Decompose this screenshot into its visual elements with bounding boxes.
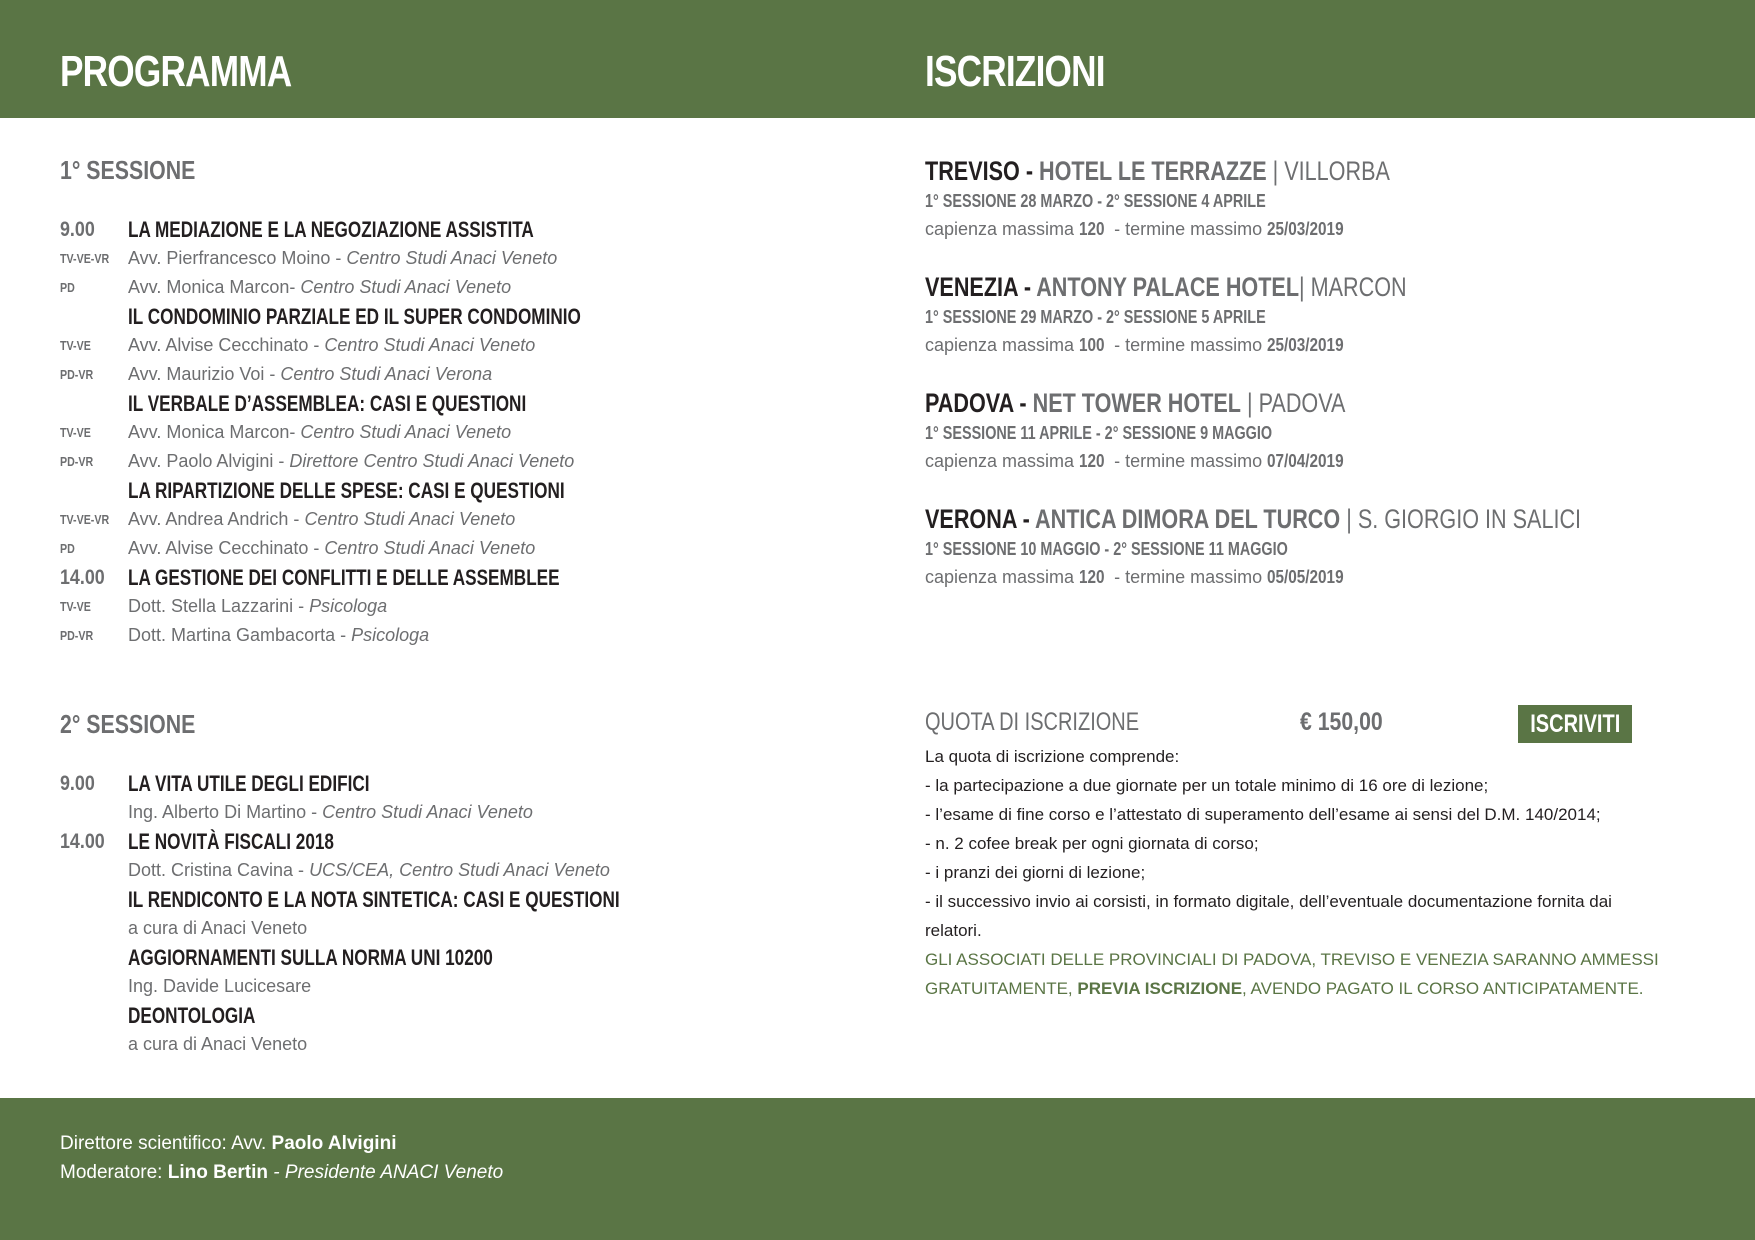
speaker-name: Dott. Stella Lazzarini - [128, 596, 310, 616]
director-line: Direttore scientifico: Avv. Paolo Alvigini [60, 1133, 397, 1154]
speaker [128, 505, 515, 534]
speaker-name: Dott. Cristina Cavina - [128, 860, 310, 880]
talk-title: IL RENDICONTO E LA NOTA SINTETICA: CASI E QUESTIONI [128, 887, 620, 912]
speaker-role: Centro Studi Anaci Veneto [322, 802, 533, 822]
location-code: TV-VE-VR [60, 512, 110, 527]
session-time: 9.00 [60, 772, 95, 795]
capacity-label: capienza massima [925, 335, 1080, 355]
talk-title: IL CONDOMINIO PARZIALE ED IL SUPER CONDOMINIO [128, 304, 581, 329]
deadline-value: 25/03/2019 [1267, 219, 1344, 239]
iscrizioni-title: ISCRIZIONI [925, 47, 1105, 96]
venue-sessions: 1° SESSIONE 29 MARZO - 2° SESSIONE 5 APRILE [925, 307, 1266, 327]
speaker [128, 331, 535, 360]
speaker-name: Avv. Monica Marcon- [128, 422, 301, 442]
location-code: PD-VR [60, 628, 94, 643]
quota-item: - n. 2 cofee break per ogni giornata di corso; [925, 834, 1259, 853]
speaker-name: a cura di Anaci Veneto [128, 918, 308, 938]
deadline-value: 25/03/2019 [1267, 335, 1344, 355]
venue-city: TREVISO - [925, 156, 1040, 186]
venue-block [925, 154, 1506, 244]
venue-heading [925, 270, 1407, 304]
venue-block [925, 502, 1745, 592]
speaker [128, 244, 557, 273]
venue-capacity [925, 562, 1745, 592]
location-code: TV-VE [60, 425, 91, 440]
venue-city: VENEZIA - [925, 272, 1037, 302]
venue-hotel: NET TOWER HOTEL [1032, 388, 1241, 418]
speaker [128, 972, 311, 1001]
associates-note-line1: GLI ASSOCIATI DELLE PROVINCIALI DI PADOVA, TREVISO E VENEZIA SARANNO AMMESSI [925, 950, 1659, 969]
moderator-line: Moderatore: Lino Bertin - Presidente ANACI Veneto [60, 1162, 504, 1183]
deadline-label: - termine massimo [1109, 335, 1268, 355]
deadline-label: - termine massimo [1109, 451, 1268, 471]
quota-item: - l’esame di fine corso e l’attestato di superamento dell’esame ai sensi del D.M. 140/2014; [925, 805, 1601, 824]
capacity-value: 100 [1079, 335, 1105, 355]
venue-block [925, 270, 1527, 360]
quota-price: € 150,00 [1300, 708, 1383, 736]
iscriviti-button-label: ISCRIVITI [1529, 710, 1620, 738]
quota-label: QUOTA DI ISCRIZIONE [925, 708, 1140, 736]
venue-sessions: 1° SESSIONE 28 MARZO - 2° SESSIONE 4 APRILE [925, 191, 1266, 211]
quota-item: - il successivo invio ai corsisti, in formato digitale, dell’eventuale documentazione fornita dai relatori. [925, 892, 1612, 940]
talk-title: LA RIPARTIZIONE DELLE SPESE: CASI E QUESTIONI [128, 478, 565, 503]
location-code: TV-VE [60, 599, 91, 614]
speaker-role: Centro Studi Anaci Verona [280, 364, 493, 384]
talk-title: LA GESTIONE DEI CONFLITTI E DELLE ASSEMBLEE [128, 565, 560, 590]
venue-city: VERONA - [925, 504, 1036, 534]
deadline-label: - termine massimo [1109, 567, 1268, 587]
previa-iscrizione: PREVIA ISCRIZIONE [1077, 979, 1243, 998]
venue-block [925, 386, 1451, 476]
speaker-role: Centro Studi Anaci Veneto [304, 509, 516, 529]
speaker-name: Avv. Maurizio Voi - [128, 364, 281, 384]
speaker [128, 856, 610, 885]
associates-note [925, 945, 1659, 1003]
speaker-role: Centro Studi Anaci Veneto [300, 277, 512, 297]
location-code: PD [60, 541, 75, 556]
moderator-role: Presidente ANACI Veneto [284, 1162, 504, 1183]
speaker-name: Ing. Alberto Di Martino - [128, 802, 323, 822]
speaker-name: Avv. Paolo Alvigini - [128, 451, 290, 471]
speaker-name: a cura di Anaci Veneto [128, 1034, 308, 1054]
location-code: PD [60, 280, 75, 295]
session-time: 14.00 [60, 566, 105, 589]
location-code: TV-VE-VR [60, 251, 110, 266]
speaker-name: Dott. Martina Gambacorta - [128, 625, 352, 645]
talk-title: DEONTOLOGIA [128, 1003, 256, 1028]
speaker [128, 592, 387, 621]
venue-hotel: ANTONY PALACE HOTEL [1036, 272, 1300, 302]
venue-place: | MARCON [1299, 272, 1407, 302]
venue-capacity [925, 330, 1527, 360]
speaker-role: Centro Studi Anaci Veneto [346, 248, 558, 268]
capacity-label: capienza massima [925, 451, 1080, 471]
talk-title: LA VITA UTILE DEGLI EDIFICI [128, 771, 370, 796]
venue-city: PADOVA - [925, 388, 1033, 418]
venue-place: | PADOVA [1241, 388, 1346, 418]
session-time: 14.00 [60, 830, 105, 853]
talk-title: LE NOVITÀ FISCALI 2018 [128, 829, 334, 854]
capacity-label: capienza massima [925, 219, 1080, 239]
speaker-name: Avv. Monica Marcon- [128, 277, 301, 297]
quota-includes [925, 742, 1645, 945]
venue-capacity [925, 446, 1451, 476]
session-time: 9.00 [60, 218, 95, 241]
talk-title: IL VERBALE D’ASSEMBLEA: CASI E QUESTIONI [128, 391, 527, 416]
speaker [128, 273, 511, 302]
speaker [128, 621, 429, 650]
deadline-value: 07/04/2019 [1267, 451, 1344, 471]
speaker-name: Avv. Pierfrancesco Moino - [128, 248, 347, 268]
speaker-name: Avv. Alvise Cecchinato - [128, 538, 325, 558]
speaker [128, 447, 574, 476]
capacity-value: 120 [1079, 451, 1105, 471]
speaker [128, 418, 511, 447]
associates-note-line2: GRATUITAMENTE, PREVIA ISCRIZIONE, AVENDO PAGATO IL CORSO ANTICIPATAMENTE. [925, 979, 1644, 998]
venue-hotel: ANTICA DIMORA DEL TURCO [1035, 504, 1341, 534]
location-code: PD-VR [60, 367, 94, 382]
speaker [128, 360, 492, 389]
deadline-value: 05/05/2019 [1267, 567, 1344, 587]
quota-intro: La quota di iscrizione comprende: [925, 747, 1180, 766]
deadline-label: - termine massimo [1109, 219, 1268, 239]
venue-heading [925, 386, 1345, 420]
footer-credits [60, 1129, 503, 1187]
venue-hotel: HOTEL LE TERRAZZE [1039, 156, 1267, 186]
venue-place: | VILLORBA [1266, 156, 1390, 186]
location-code: PD-VR [60, 454, 94, 469]
programma-title: PROGRAMMA [60, 47, 292, 96]
speaker-role: Centro Studi Anaci Veneto [324, 538, 536, 558]
speaker-role: Psicologa [351, 625, 430, 645]
venue-capacity [925, 214, 1506, 244]
speaker-role: Psicologa [309, 596, 388, 616]
speaker-role: Centro Studi Anaci Veneto [324, 335, 536, 355]
capacity-value: 120 [1079, 219, 1105, 239]
talk-title: AGGIORNAMENTI SULLA NORMA UNI 10200 [128, 945, 493, 970]
speaker-name: Avv. Alvise Cecchinato - [128, 335, 325, 355]
director-name: Paolo Alvigini [271, 1133, 397, 1154]
location-code: TV-VE [60, 338, 91, 353]
speaker-role: Centro Studi Anaci Veneto [300, 422, 512, 442]
venue-sessions: 1° SESSIONE 11 APRILE - 2° SESSIONE 9 MAGGIO [925, 423, 1273, 443]
speaker [128, 798, 533, 827]
speaker-role: Direttore Centro Studi Anaci Veneto [289, 451, 575, 471]
session1-label: 1° SESSIONE [60, 155, 196, 185]
speaker [128, 534, 535, 563]
speaker [128, 1030, 307, 1059]
speaker-name: Ing. Davide Lucicesare [128, 976, 312, 996]
quota-item: - i pranzi dei giorni di lezione; [925, 863, 1146, 882]
venue-heading [925, 502, 1581, 536]
speaker [128, 914, 307, 943]
moderator-name: Lino Bertin [167, 1162, 269, 1183]
session2-label: 2° SESSIONE [60, 709, 196, 739]
speaker-name: Avv. Andrea Andrich - [128, 509, 305, 529]
talk-title: LA MEDIAZIONE E LA NEGOZIAZIONE ASSISTITA [128, 217, 534, 242]
iscriviti-button[interactable] [1518, 705, 1632, 743]
venue-heading [925, 154, 1390, 188]
venue-place: | S. GIORGIO IN SALICI [1340, 504, 1582, 534]
quota-item: - la partecipazione a due giornate per un totale minimo di 16 ore di lezione; [925, 776, 1489, 795]
speaker-role: UCS/CEA, Centro Studi Anaci Veneto [309, 860, 610, 880]
capacity-label: capienza massima [925, 567, 1080, 587]
capacity-value: 120 [1079, 567, 1105, 587]
venue-sessions: 1° SESSIONE 10 MAGGIO - 2° SESSIONE 11 MAGGIO [925, 539, 1288, 559]
